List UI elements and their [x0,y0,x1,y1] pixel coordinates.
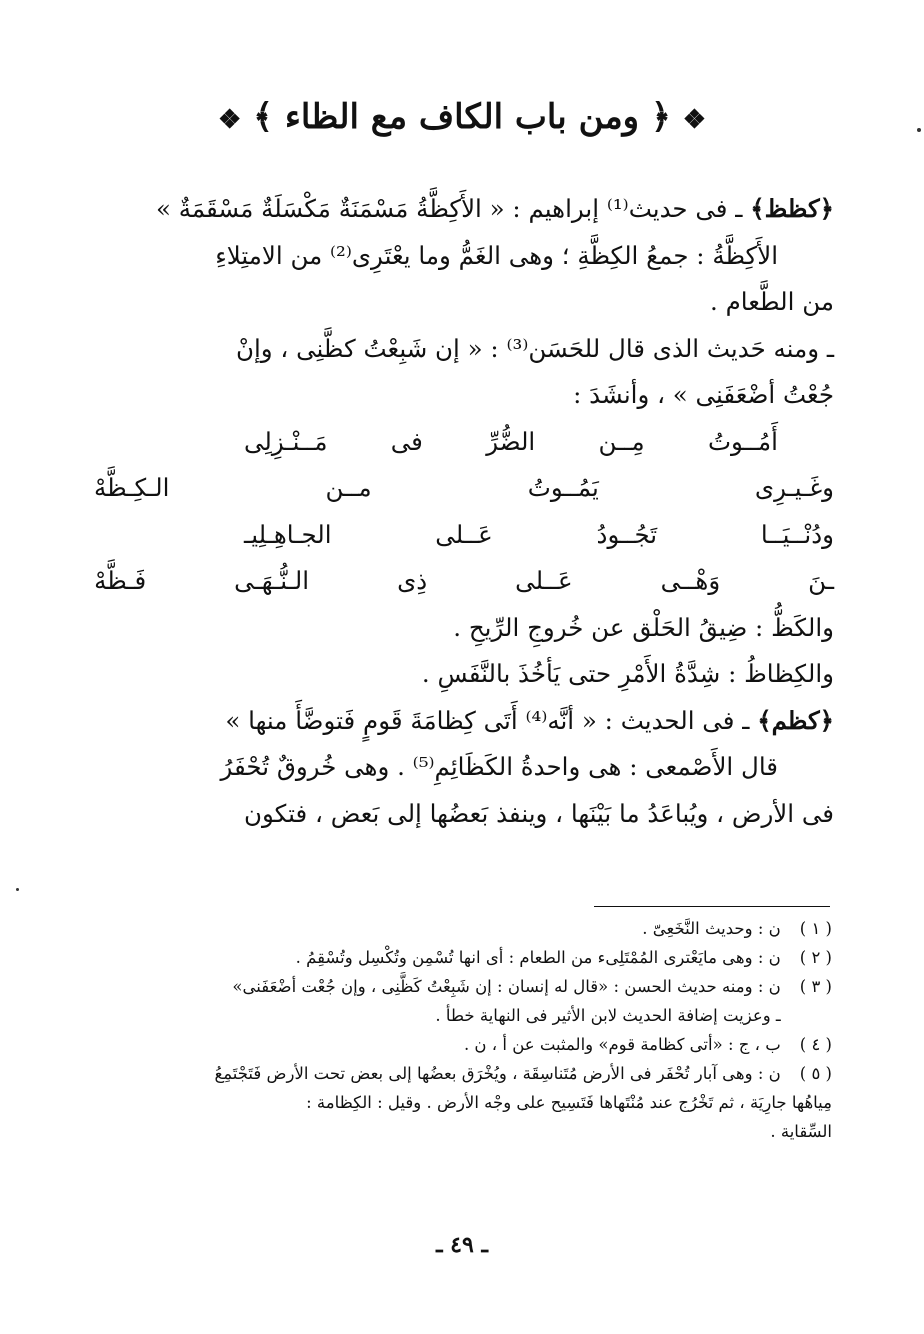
heading-title: ومن باب الكاف مع الظاء [284,97,640,137]
poem-word: وغَـيـرِى [754,473,834,502]
poem-word: عَــلى [515,566,573,595]
footnote-divider [594,906,830,907]
footnote-text: ـ وعزيت إضافة الحديث لابن الأثير فى النهاية خطأ . [435,1006,781,1025]
entry-kazam-line-1 [94,698,834,745]
footnotes [92,914,832,1146]
footnote-1 [92,914,832,943]
footnote-number: ( ٣ ) [799,977,832,996]
footnote-text: ن : ومنه حديث الحسن : «قال له إنسان : إن شَبِعْتُ كَظَّنِى ، وإن جُعْت أضْعَفَنى» [232,977,781,996]
entry-kazaz-line-6: والكَظُّ : ضِيقُ الحَلْق عن خُروجِ الرِّيحِ . [453,612,834,642]
heading-bracket-open: ﴿ [650,97,671,137]
poem-word: فى [390,426,423,456]
footnote-2 [92,943,832,972]
poem-word: أَمُــوتُ [707,426,778,456]
poem-word: يَمُــوتُ [527,473,599,502]
entry-kazam-line-2: قال الأَصْمعى : هى واحدةُ الكَظَائِمِ⁽⁵⁾ . وهى خُروقٌ تُحْفَرُ [220,752,778,781]
footnote-text: ن : وحديث النَّخَعِىّ . [642,919,781,938]
entry-kazaz-line-2: الأَكِظَّةُ : جمعُ الكِظَّةِ ؛ وهى الغَمُّ وما يعْتَرِى⁽²⁾ من الامتِلاءِ [215,240,778,270]
footnote-5-continued-2: السِّقاية . [770,1122,832,1141]
footnote-4 [92,1030,832,1059]
margin-speck [16,888,19,891]
entry-kazaz-line-3: من الطَّعام . [710,287,834,316]
ornament-right-icon: ❖ [682,105,707,135]
entry-label-kazam: ﴿كظم﴾ [757,705,834,735]
entry-text: ـ فى الحديث : « أنَّه⁽⁴⁾ أَتَى كِظامَةَ قَومٍ فَتوضَّأَ منها » [225,705,750,735]
poem-word: مــن [325,473,372,502]
poem-word: الضُّرِّ [486,426,536,456]
poem-word: تَجُــودُ [596,519,658,549]
footnote-5-continued: مِياهُها جارِيَة ، ثم تَخْرُج عند مُنْتَهاها فَتَسِيح على وجْه الأرض . وقيل : الكِظامة : [306,1093,832,1112]
footnote-number: ( ٥ ) [799,1064,832,1083]
entry-text: ـ فى حديث⁽¹⁾ إبراهيم : « الأَكِظَّةُ مَسْمَنَةٌ مَكْسَلَةٌ مَسْقَمَةٌ » [155,194,743,223]
footnote-number: ( ٤ ) [799,1035,832,1054]
page-number: ـ ٤٩ ـ [436,1232,488,1258]
entry-kazam-line-3: فى الأرض ، ويُباعَدُ ما بَيْنَها ، وينفذ بَعضُها إلى بَعض ، فتكون [243,798,834,828]
ornament-left-icon: ❖ [217,105,242,135]
footnote-3 [92,972,832,1001]
poem-word: الـكِـظَّهْ [94,473,170,502]
poem-word: عَــلى [435,519,493,549]
section-heading [0,92,924,145]
footnote-text: ب ، ج : «أتى كظامة قوم» والمثبت عن أ ، ن . [463,1035,781,1054]
heading-bracket-close: ﴾ [253,97,274,137]
poem-word: مَــنْـزِلِى [244,426,328,456]
footnote-text: ن : وهى آبار تُحْفَر فى الأرض مُتَناسِقَة ، ويُخْرَق بعضُها إلى بعض تحت الأرض فَتَجْتَمِعُ [214,1064,781,1083]
poem-verse-2 [94,465,834,512]
poem-verse-3 [94,512,834,559]
footnote-number: ( ٢ ) [799,948,832,967]
poem-word: ـنَ [808,566,834,595]
entry-kazaz-line-4: ـ ومنه حَديث الذى قال للحَسَن⁽³⁾ : « إن شَبِعْتُ كظَّنِى ، وإنْ [235,333,834,363]
footnote-text: ن : وهى مايَعْترى المُمْتَلِىء من الطعام : أى انها تُسْمِن وتُكْسِل وتُسْقِمُ . [295,948,781,967]
poem-verse-4 [94,558,834,605]
footnote-5 [92,1059,832,1088]
entry-kazaz-line-5: جُعْتُ أضْعَفَنِى » ، وأنشَدَ : [573,380,834,409]
poem-word: ودُنْــيَــا [760,519,834,549]
footnote-3-continued [92,1001,832,1030]
poem-word: الـنُّـهَـى [234,566,310,595]
main-text [94,186,834,837]
poem-word: ذِى [397,566,428,595]
entry-label-kazaz: ﴿كظظ﴾ [750,194,834,223]
margin-speck [917,128,921,132]
footnote-number: ( ١ ) [799,919,832,938]
poem-word: الجـاهِـلِيـ [244,519,332,549]
entry-kazaz-line-1 [94,186,834,233]
poem-word: مِــن [598,426,645,456]
entry-kazaz-line-7: والكِظاظُ : شِدَّةُ الأَمْرِ حتى يَأخُذَ بالنَّفَسِ . [421,659,834,688]
poem-word: فَـظَّهْ [94,566,147,595]
poem-verse-1 [94,419,834,466]
poem-word: وَهْــى [660,566,721,595]
